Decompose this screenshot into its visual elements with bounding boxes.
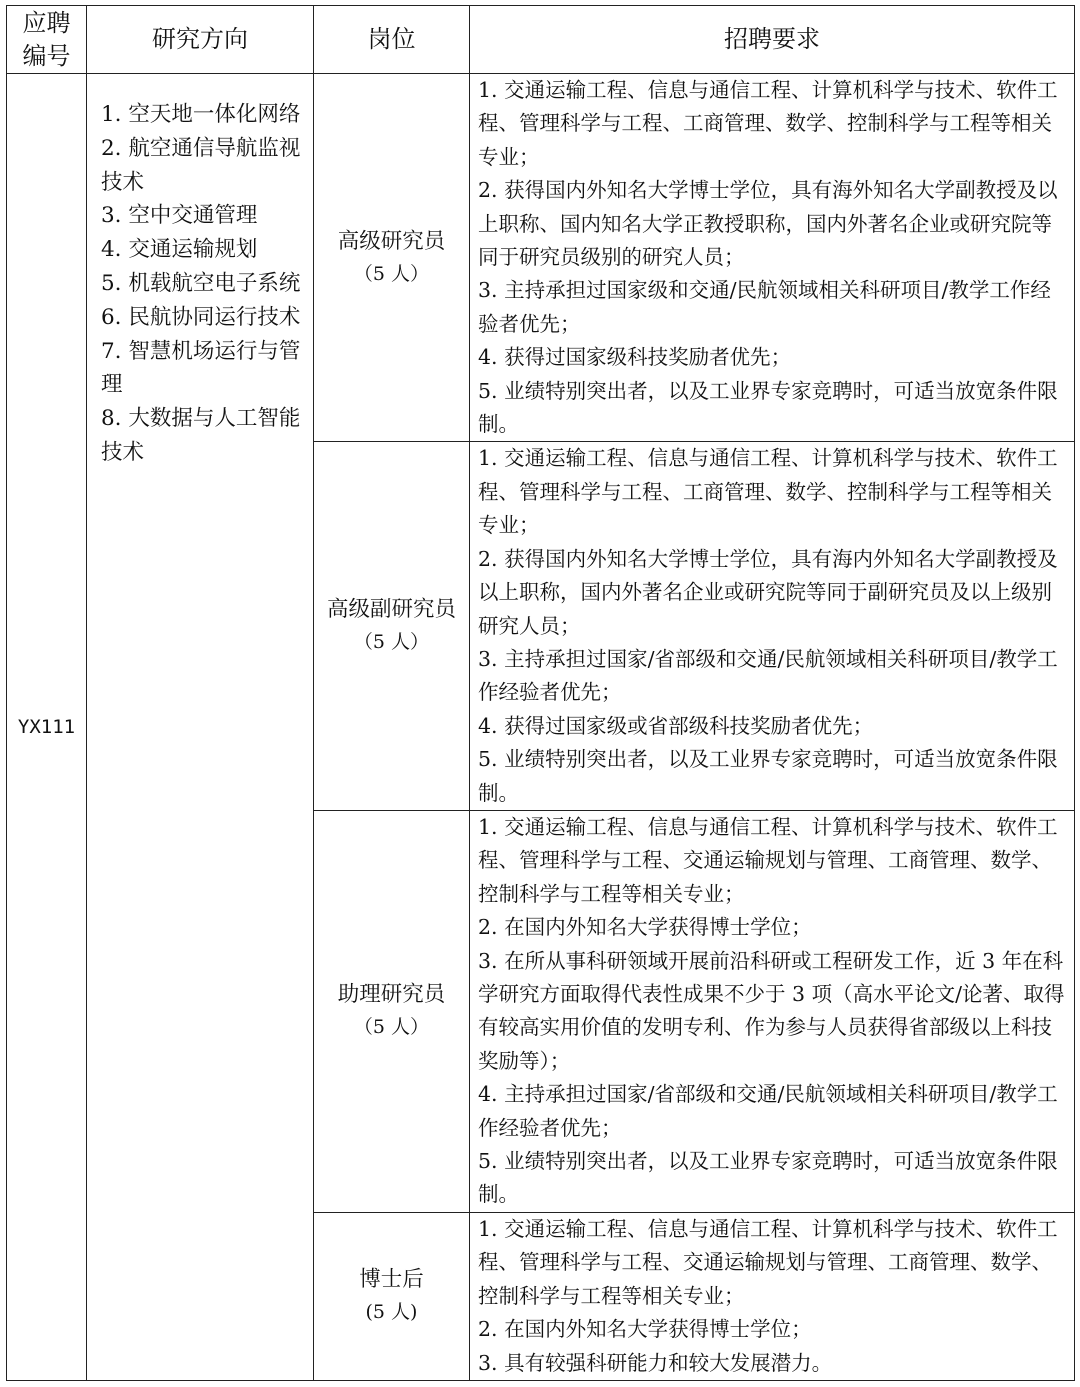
position-count: （5 人） <box>353 1016 430 1039</box>
requirement-item: 1. 交通运输工程、信息与通信工程、计算机科学与技术、软件工程、管理科学与工程、交通运输规划与管理、工商管理、数学、控制科学与工程等相关专业； <box>478 1216 1058 1308</box>
requirement-item: 4. 获得过国家级科技奖励者优先； <box>478 345 792 370</box>
direction-item: 5. 机载航空电子系统 <box>101 270 301 296</box>
recruitment-table <box>6 5 1075 1381</box>
requirement-item: 5. 业绩特别突出者，以及工业界专家竞聘时，可适当放宽条件限制。 <box>478 747 1058 805</box>
requirements-cell <box>470 442 1075 810</box>
requirement-item: 1. 交通运输工程、信息与通信工程、计算机科学与技术、软件工程、管理科学与工程、工商管理、数学、控制科学与工程等相关专业； <box>478 78 1058 169</box>
header-id: 应聘 编号 <box>7 6 87 74</box>
position-title: 助理研究员 <box>337 982 446 1008</box>
position-title: 博士后 <box>359 1267 424 1293</box>
requirement-item: 4. 主持承担过国家/省部级和交通/民航领域相关科研项目/教学工作经验者优先； <box>478 1082 1058 1140</box>
requirement-item: 5. 业绩特别突出者，以及工业界专家竞聘时，可适当放宽条件限制。 <box>478 378 1058 437</box>
requirement-item: 1. 交通运输工程、信息与通信工程、计算机科学与技术、软件工程、管理科学与工程、工商管理、数学、控制科学与工程等相关专业； <box>478 446 1058 538</box>
direction-item: 4. 交通运输规划 <box>101 237 258 263</box>
direction-item: 8. 大数据与人工智能技术 <box>101 406 301 465</box>
position-cell <box>314 810 470 1212</box>
header-requirements: 招聘要求 <box>470 6 1075 74</box>
position-count: （5 人） <box>353 262 430 285</box>
position-code: YX111 <box>7 74 87 1381</box>
requirement-item: 2. 在国内外知名大学获得博士学位； <box>478 1317 812 1342</box>
header-position: 岗位 <box>314 6 470 74</box>
header-row <box>7 6 1075 74</box>
requirements-cell <box>470 1212 1075 1380</box>
direction-item: 3. 空中交通管理 <box>101 203 258 229</box>
requirements-cell <box>470 810 1075 1212</box>
position-count: (5 人) <box>365 1301 418 1324</box>
requirement-item: 2. 获得国内外知名大学博士学位，具有海内外知名大学副教授及以上职称，国内外著名企业或研究院等同于副研究员及以上级别研究人员； <box>478 546 1058 638</box>
requirement-item: 4. 获得过国家级或省部级科技奖励者优先； <box>478 713 874 738</box>
position-title: 高级研究员 <box>337 228 446 254</box>
requirement-item: 2. 获得国内外知名大学博士学位，具有海外知名大学副教授及以上职称、国内知名大学正教授职称，国内外著名企业或研究院等同于研究员级别的研究人员； <box>478 178 1058 270</box>
direction-item: 6. 民航协同运行技术 <box>101 304 301 330</box>
requirement-item: 5. 业绩特别突出者，以及工业界专家竞聘时，可适当放宽条件限制。 <box>478 1149 1058 1207</box>
requirement-item: 3. 具有较强科研能力和较大发展潜力。 <box>478 1350 833 1375</box>
requirement-item: 3. 在所从事科研领域开展前沿科研或工程研发工作，近 3 年在科学研究方面取得代表性成果不少于 3 项（高水平论文/论著、取得有较高实用价值的发明专利、作为参与人员获得省部级以上科技奖励等）； <box>478 948 1065 1073</box>
position-count: （5 人） <box>353 631 430 654</box>
requirement-item: 3. 主持承担过国家/省部级和交通/民航领域相关科研项目/教学工作经验者优先； <box>478 646 1058 705</box>
direction-item: 7. 智慧机场运行与管理 <box>101 338 301 398</box>
header-direction: 研究方向 <box>87 6 314 74</box>
requirements-cell <box>470 74 1075 442</box>
requirement-item: 1. 交通运输工程、信息与通信工程、计算机科学与技术、软件工程、管理科学与工程、交通运输规划与管理、工商管理、数学、控制科学与工程等相关专业； <box>478 814 1058 906</box>
research-directions <box>87 74 314 1381</box>
requirement-item: 2. 在国内外知名大学获得博士学位； <box>478 915 812 940</box>
position-title: 高级副研究员 <box>326 597 456 623</box>
direction-item: 1. 空天地一体化网络 <box>101 102 301 127</box>
direction-item: 2. 航空通信导航监视技术 <box>101 135 301 195</box>
position-cell <box>314 1212 470 1380</box>
position-cell <box>314 74 470 442</box>
requirement-item: 3. 主持承担过国家级和交通/民航领域相关科研项目/教学工作经验者优先； <box>478 278 1051 336</box>
table-row <box>7 74 1075 442</box>
position-cell <box>314 442 470 810</box>
